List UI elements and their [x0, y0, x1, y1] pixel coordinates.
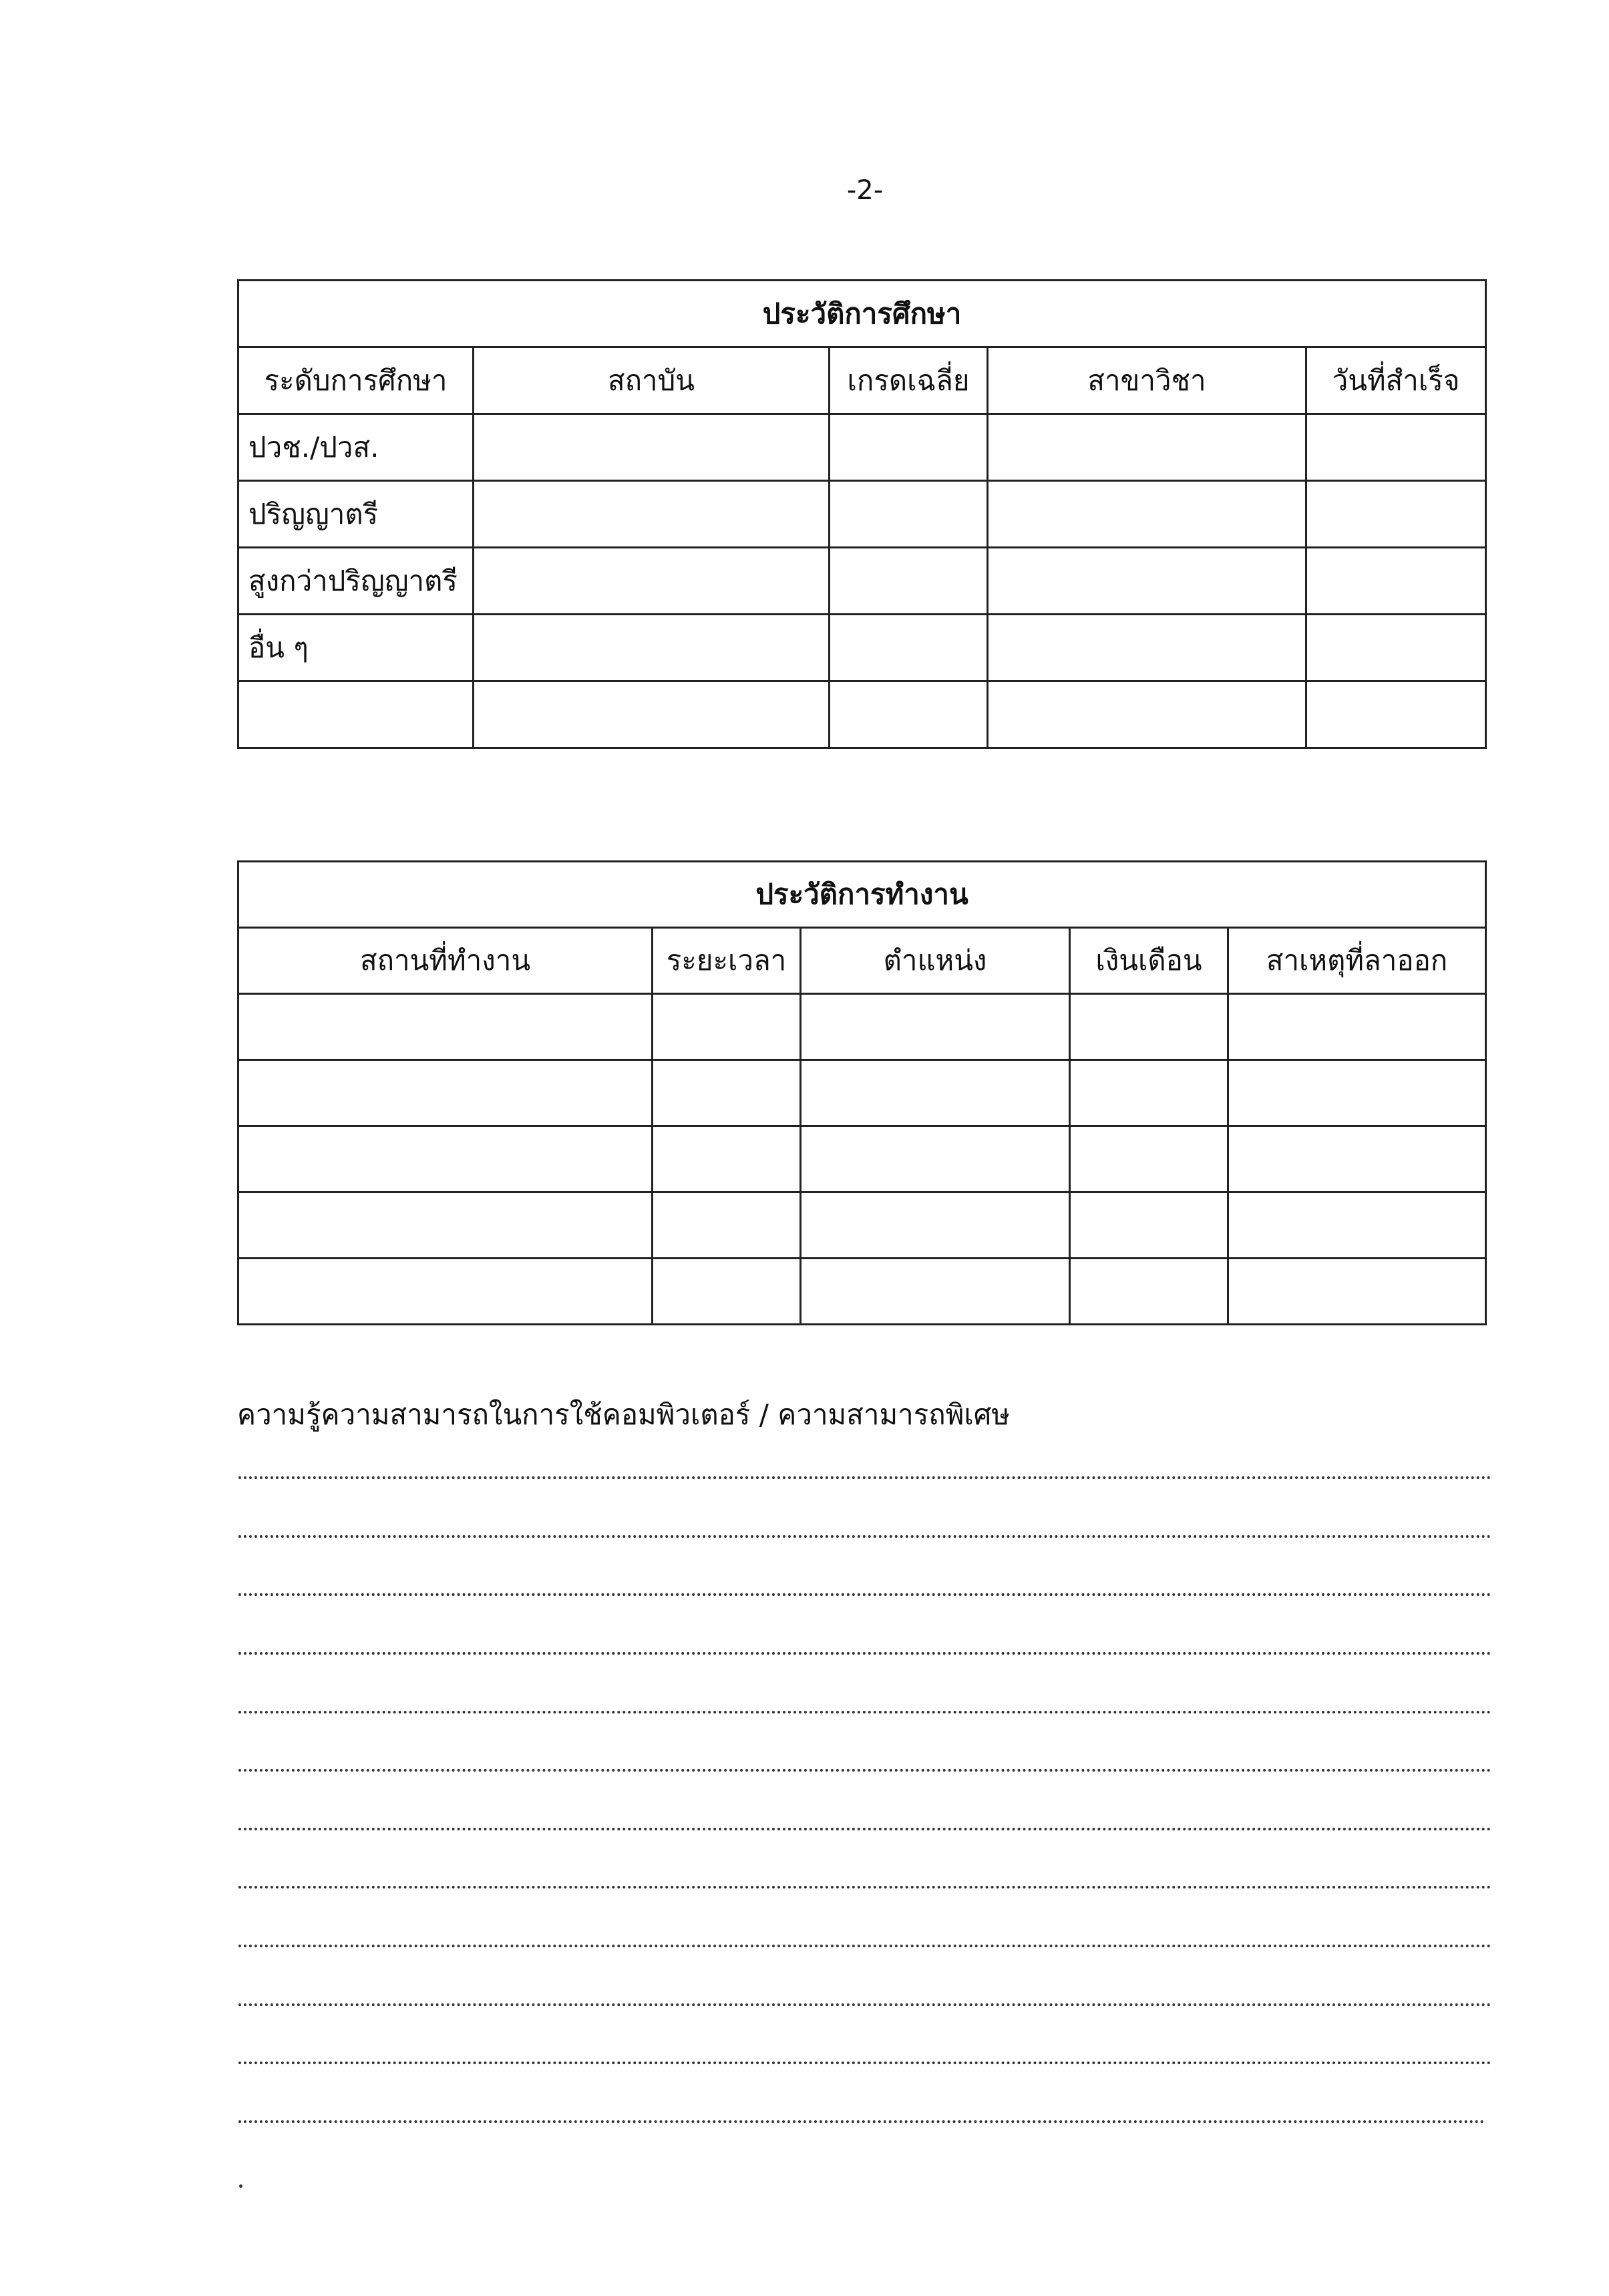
work-reason-field[interactable]	[1228, 1192, 1486, 1259]
work-reason-field[interactable]	[1228, 1259, 1486, 1325]
work-title-row	[238, 862, 1486, 928]
work-history-table	[237, 860, 1487, 1325]
work-duration-field[interactable]	[653, 1259, 801, 1325]
work-position-field[interactable]	[801, 1192, 1070, 1259]
skills-answer-line[interactable]	[238, 1828, 1491, 1830]
skills-answer-line[interactable]	[238, 1886, 1491, 1889]
work-salary-field[interactable]	[1070, 1259, 1228, 1325]
table-row	[238, 548, 1486, 615]
work-header-row	[238, 928, 1486, 994]
table-row	[238, 994, 1486, 1060]
education-level-cell: ปวช./ปวส.	[238, 414, 474, 481]
education-header-gpa: เกรดเฉลี่ย	[830, 347, 988, 414]
education-gpa-field[interactable]	[830, 548, 988, 615]
education-gpa-field[interactable]	[830, 615, 988, 681]
education-major-field[interactable]	[988, 548, 1306, 615]
education-level-cell: สูงกว่าปริญญาตรี	[238, 548, 474, 615]
education-header-institution: สถาบัน	[474, 347, 830, 414]
work-duration-field[interactable]	[653, 1060, 801, 1126]
skills-answer-line[interactable]	[238, 2062, 1491, 2064]
work-header-workplace: สถานที่ทำงาน	[238, 928, 653, 994]
work-workplace-field[interactable]	[238, 1060, 653, 1126]
work-header-position: ตำแหน่ง	[801, 928, 1070, 994]
table-row	[238, 615, 1486, 681]
education-major-field[interactable]	[988, 681, 1306, 748]
education-major-field[interactable]	[988, 481, 1306, 548]
table-row	[238, 1259, 1486, 1325]
education-title: ประวัติการศึกษา	[238, 281, 1486, 347]
table-row	[238, 1126, 1486, 1192]
work-salary-field[interactable]	[1070, 994, 1228, 1060]
education-institution-field[interactable]	[474, 548, 830, 615]
work-workplace-field[interactable]	[238, 1192, 653, 1259]
education-major-field[interactable]	[988, 414, 1306, 481]
work-workplace-field[interactable]	[238, 994, 653, 1060]
table-row	[238, 681, 1486, 748]
work-reason-field[interactable]	[1228, 994, 1486, 1060]
skills-answer-line[interactable]	[238, 1711, 1491, 1713]
trailing-dot-mark	[239, 2184, 242, 2188]
education-level-field[interactable]	[238, 681, 474, 748]
work-duration-field[interactable]	[653, 1192, 801, 1259]
work-workplace-field[interactable]	[238, 1126, 653, 1192]
skills-answer-line[interactable]	[238, 2003, 1491, 2006]
work-reason-field[interactable]	[1228, 1126, 1486, 1192]
education-header-graduation-date: วันที่สำเร็จ	[1306, 347, 1486, 414]
work-duration-field[interactable]	[653, 994, 801, 1060]
education-title-row	[238, 281, 1486, 347]
education-date-field[interactable]	[1306, 548, 1486, 615]
education-gpa-field[interactable]	[830, 681, 988, 748]
page-number: -2-	[846, 175, 884, 206]
work-salary-field[interactable]	[1070, 1192, 1228, 1259]
skills-answer-line[interactable]	[238, 1593, 1491, 1596]
education-institution-field[interactable]	[474, 615, 830, 681]
skills-answer-line[interactable]	[238, 2120, 1485, 2123]
work-header-leaving-reason: สาเหตุที่ลาออก	[1228, 928, 1486, 994]
skills-section-label: ความรู้ความสามารถในการใช้คอมพิวเตอร์ / ความสามารถพิเศษ	[237, 1398, 1011, 1431]
education-date-field[interactable]	[1306, 681, 1486, 748]
work-salary-field[interactable]	[1070, 1126, 1228, 1192]
work-reason-field[interactable]	[1228, 1060, 1486, 1126]
table-row	[238, 414, 1486, 481]
work-header-salary: เงินเดือน	[1070, 928, 1228, 994]
skills-answer-line[interactable]	[238, 1945, 1491, 1947]
education-history-table	[237, 279, 1487, 749]
education-header-level: ระดับการศึกษา	[238, 347, 474, 414]
education-gpa-field[interactable]	[830, 414, 988, 481]
work-title: ประวัติการทำงาน	[238, 862, 1486, 928]
education-institution-field[interactable]	[474, 681, 830, 748]
work-position-field[interactable]	[801, 994, 1070, 1060]
education-institution-field[interactable]	[474, 481, 830, 548]
work-position-field[interactable]	[801, 1259, 1070, 1325]
work-position-field[interactable]	[801, 1126, 1070, 1192]
education-header-row	[238, 347, 1486, 414]
education-gpa-field[interactable]	[830, 481, 988, 548]
education-header-major: สาขาวิชา	[988, 347, 1306, 414]
table-row	[238, 481, 1486, 548]
education-level-cell: อื่น ๆ	[238, 615, 474, 681]
work-header-duration: ระยะเวลา	[653, 928, 801, 994]
skills-answer-line[interactable]	[238, 1652, 1491, 1655]
education-institution-field[interactable]	[474, 414, 830, 481]
skills-answer-line[interactable]	[238, 1476, 1491, 1479]
skills-answer-line[interactable]	[238, 1769, 1491, 1772]
table-row	[238, 1192, 1486, 1259]
education-major-field[interactable]	[988, 615, 1306, 681]
work-workplace-field[interactable]	[238, 1259, 653, 1325]
work-duration-field[interactable]	[653, 1126, 801, 1192]
work-salary-field[interactable]	[1070, 1060, 1228, 1126]
education-date-field[interactable]	[1306, 481, 1486, 548]
education-date-field[interactable]	[1306, 615, 1486, 681]
education-date-field[interactable]	[1306, 414, 1486, 481]
table-row	[238, 1060, 1486, 1126]
education-level-cell: ปริญญาตรี	[238, 481, 474, 548]
work-position-field[interactable]	[801, 1060, 1070, 1126]
skills-answer-line[interactable]	[238, 1535, 1491, 1538]
